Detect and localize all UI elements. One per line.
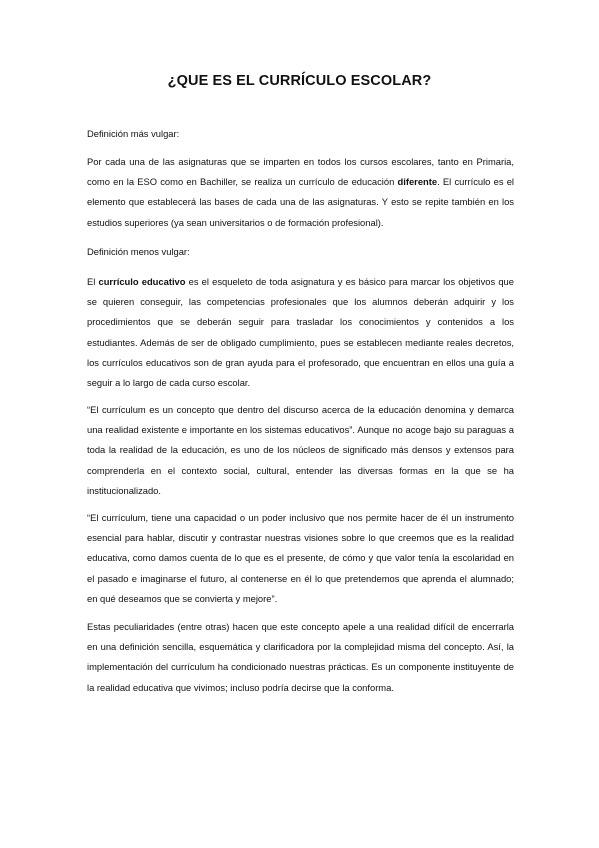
paragraph-2-text-a: El <box>87 276 99 287</box>
paragraph-1-text-b: . El currículo es el elemento que establecerá las bases de cada una de las asignaturas. Y esto se repite también en los estudios superiores (ya sean universitarios o de formación profesional). <box>87 176 514 228</box>
paragraph-1 <box>87 152 514 233</box>
heading-vulgar-definition: Definición más vulgar: <box>87 128 180 139</box>
paragraph-1-text-a: Por cada una de las asignaturas que se imparten en todos los cursos escolares, tanto en Primaria, como en la ESO como en Bachiller, se realiza un currículo de educación <box>87 156 514 188</box>
paragraph-2-text-b: es el esqueleto de toda asignatura y es básico para marcar los objetivos que se quieren conseguir, las competencias profesionales que los alumnos deberán adquirir y los procedimientos que se deberán seguir para trasladar los conocimientos y contenidos a los estudiantes. Además de ser de obligado cumplimiento, pues se establecen mediante reales decretos, los currículos educativos son de gran ayuda para el profesorado, que encuentran en ellos una guía a seguir a lo largo de cada curso escolar. <box>87 276 514 389</box>
paragraph-2-bold: currículo educativo <box>98 276 186 287</box>
paragraph-1-bold: diferente <box>397 176 438 188</box>
paragraph-3: “El currículum es un concepto que dentro del discurso acerca de la educación denomina y demarca una realidad existente e importante en los sistemas educativos”. Aunque no acoge bajo su paraguas a toda la realidad de la educación, es uno de los núcleos de significado más densos y extensos para comprenderla en el contexto social, cultural, entender las diversas formas en la que se ha institucionalizado. <box>87 404 514 496</box>
heading-less-vulgar-definition: Definición menos vulgar: <box>87 246 190 257</box>
paragraph-2 <box>87 272 514 393</box>
paragraph-4: “El currículum, tiene una capacidad o un poder inclusivo que nos permite hacer de él un instrumento esencial para hablar, discutir y contrastar nuestras visiones sobre lo que creemos que es la realidad educativa, como damos cuenta de lo que es el presente, de cómo y que valor tenía la escolaridad en el pasado e imaginarse el futuro, al contenerse en él lo que pretendemos que aprenda el alumnado; en qué deseamos que se convierta y mejore”. <box>87 512 514 604</box>
document-title: ¿QUE ES EL CURRÍCULO ESCOLAR? <box>167 73 432 89</box>
paragraph-5: Estas peculiaridades (entre otras) hacen que este concepto apele a una realidad difícil de encerrarla en una definición sencilla, esquemática y clarificadora por la complejidad misma del concepto. Así, la implementación del currículum ha condicionado nuestras prácticas. Es un componente instituyente de la realidad educativa que vivimos; incluso podría decirse que la conforma. <box>87 621 514 693</box>
